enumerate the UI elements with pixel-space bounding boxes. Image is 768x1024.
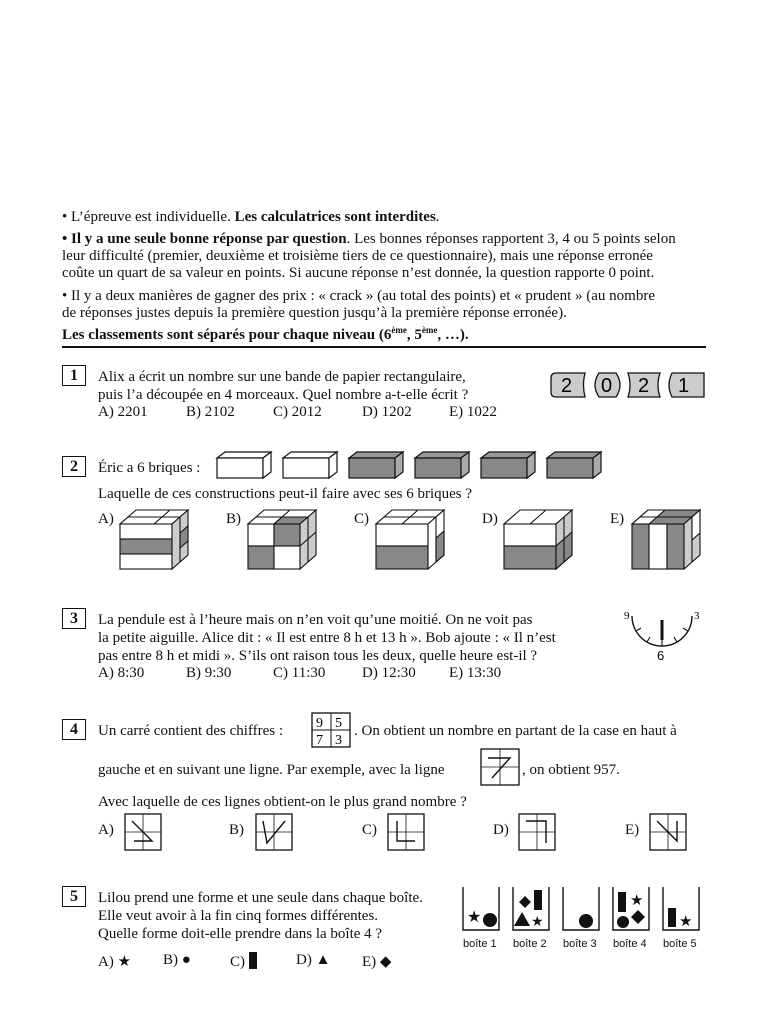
digit: 5 [335,716,342,731]
rule-line-7 [62,322,469,344]
paper-strip-pieces [548,370,708,400]
star-icon: ★ [117,954,132,970]
option-label: B) [163,952,178,968]
piece-digit: 0 [601,375,613,397]
q1-option-a[interactable]: A) 2201 [98,404,148,420]
digit-square [311,712,351,748]
rule-bold: , …). [437,327,469,343]
digit: 7 [316,733,323,748]
line-option-b [255,813,293,851]
q4-option-e[interactable]: E) [625,822,640,838]
q1-option-b[interactable]: B) 2102 [186,404,235,420]
construction-a [118,508,196,572]
q5-text-line-1: Lilou prend une forme et une seule dans chaque boîte. [98,890,423,906]
rule-bold: • Il y a une seule bonne réponse par question [62,231,347,247]
q4-option-b[interactable]: B) [229,822,244,838]
q3-option-d[interactable]: D) 12:30 [362,665,416,681]
superscript: ème [421,325,438,335]
q4-text-line-1a: Un carré contient des chiffres : [98,723,284,739]
question-number-5: 5 [62,886,86,907]
q4-text-line-1b: . On obtient un nombre en partant de la case en haut à [354,723,677,739]
q3-option-c[interactable]: C) 11:30 [273,665,326,681]
q2-option-c[interactable]: C) [354,511,369,527]
piece-digit: 2 [638,375,650,397]
svg-text:★: ★ [467,907,482,926]
construction-b [246,508,324,572]
construction-e [630,508,708,572]
bricks-illustration [214,450,604,480]
q2-option-e[interactable]: E) [610,511,625,527]
clock-six-label: 6 [657,648,665,662]
svg-text:★: ★ [679,912,693,930]
separator-rule [62,346,706,348]
q5-option-b[interactable] [163,952,191,969]
rule-line-4: coûte un quart de sa valeur en points. Si aucune réponse n’est donnée, la question rapporte 0 point. [62,265,655,281]
q2-text-line-2: Laquelle de ces constructions peut-il faire avec ses 6 briques ? [98,486,473,502]
circle-icon: ● [181,952,191,968]
q5-option-a[interactable] [98,952,131,971]
q5-option-e[interactable] [362,952,391,971]
diamond-icon: ◆ [379,954,392,970]
q1-option-d[interactable]: D) 1202 [362,404,412,420]
q1-option-e[interactable]: E) 1022 [449,404,497,420]
rule-line-5: • Il y a deux manières de gagner des prix : « crack » (au total des points) et « prudent » (au nombre [62,288,655,304]
question-number-4: 4 [62,719,86,740]
q1-text-line-1: Alix a écrit un nombre sur une bande de papier rectangulaire, [98,369,466,385]
q3-text-line-1: La pendule est à l’heure mais on n’en voit qu’une moitié. On ne voit pas [98,612,533,628]
rule-bold: Les classements sont séparés pour chaque niveau (6 [62,327,392,343]
q5-text-line-2: Elle veut avoir à la fin cinq formes différentes. [98,908,379,924]
construction-d [502,508,580,572]
box-label-3: boîte 3 [563,938,597,950]
line-option-e [649,813,687,851]
construction-c [374,508,452,572]
piece-digit: 1 [678,375,690,397]
q4-option-d[interactable]: D) [493,822,509,838]
option-label: A) [98,954,114,970]
svg-text:★: ★ [531,914,544,930]
rule-bold: , 5 [406,327,422,343]
rule-text: . Les bonnes réponses rapportent 3, 4 ou 5 points selon [346,231,676,247]
q1-text-line-2: puis l’a découpée en 4 morceaux. Quel nombre a-t-elle écrit ? [98,387,469,403]
q2-option-b[interactable]: B) [226,511,241,527]
rule-text: • L’épreuve est individuelle. [62,209,235,225]
rule-text: . [435,209,440,225]
option-label: C) [230,954,245,970]
q4-text-line-2b: , on obtient 957. [522,762,620,778]
line-option-a [124,813,162,851]
q2-option-d[interactable]: D) [482,511,498,527]
svg-text:9: 9 [624,610,630,622]
q3-option-e[interactable]: E) 13:30 [449,665,502,681]
q3-option-a[interactable]: A) 8:30 [98,665,145,681]
piece-digit: 2 [561,375,573,397]
question-number-3: 3 [62,608,86,629]
box-label-4: boîte 4 [613,938,647,950]
superscript: ème [391,325,407,335]
box-label-1: boîte 1 [463,938,497,950]
q3-text-line-2: la petite aiguille. Alice dit : « Il est entre 8 h et 13 h ». Bob ajoute : « Il n’est [98,630,556,646]
rule-bold: Les calculatrices sont interdites [234,209,436,225]
q4-option-a[interactable]: A) [98,822,114,838]
question-number-2: 2 [62,456,86,477]
rule-line-3: leur difficulté (premier, deuxième et troisième tiers de ce questionnaire), mais une réponse erronée [62,248,653,264]
rule-line-1 [62,209,440,226]
q4-option-c[interactable]: C) [362,822,377,838]
rule-line-2 [62,231,676,248]
q2-option-a[interactable]: A) [98,511,114,527]
box-label-2: boîte 2 [513,938,547,950]
box-label-5: boîte 5 [663,938,697,950]
q5-option-d[interactable] [296,952,330,969]
q4-text-line-3: Avec laquelle de ces lignes obtient-on le plus grand nombre ? [98,794,467,810]
q2-text-line-1: Éric a 6 briques : [98,460,201,476]
q1-option-c[interactable]: C) 2012 [273,404,322,420]
triangle-icon: ▲ [315,952,331,968]
option-label: E) [362,954,377,970]
rule-line-6: de réponses justes depuis la première question jusqu’à la première réponse erronée). [62,305,567,321]
svg-text:3: 3 [694,610,700,622]
five-boxes-illustration [460,884,706,938]
option-label: D) [296,952,312,968]
q5-option-c[interactable] [230,952,257,971]
svg-text:★: ★ [630,891,644,909]
digit: 9 [316,716,323,731]
example-line-square [480,748,520,786]
question-number-1: 1 [62,365,86,386]
q3-text-line-3: pas entre 8 h et midi ». S’ils ont raison tous les deux, quelle heure est-il ? [98,648,538,664]
q4-text-line-2a: gauche et en suivant une ligne. Par exemple, avec la ligne [98,762,445,778]
line-option-c [387,813,425,851]
line-option-d [518,813,556,851]
q3-option-b[interactable]: B) 9:30 [186,665,232,681]
rectangle-icon [249,952,257,969]
q5-text-line-3: Quelle forme doit-elle prendre dans la boîte 4 ? [98,926,383,942]
half-clock-icon [620,606,704,662]
digit: 3 [335,733,342,748]
